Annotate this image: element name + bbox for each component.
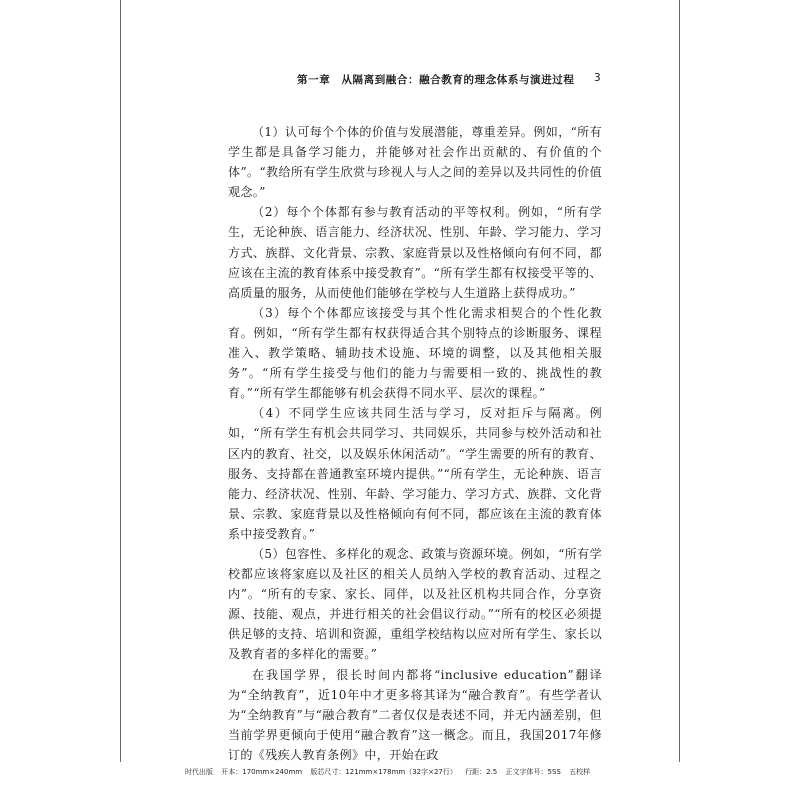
- footer-publisher: 时代出版: [185, 768, 213, 776]
- footer-proof: 五校样: [569, 768, 591, 776]
- paragraph: （5）包容性、多样化的观念、政策与资源环境。例如，“所有学校都应该将家庭以及社区的相关人员纳入学校的教育活动、过程之内”。“所有的专家、家长、同伴，以及社区机构共同合作，分享资源、技能、观点，并进行相关的社会倡议行动。”“所有的校区必须提供足够的支持、培训和资源，重组学校结构以应对所有学生、家长以及教育者的多样化的需要。”: [228, 546, 602, 662]
- footer-line-spacing: 行距：2.5: [465, 768, 498, 776]
- paragraph: （4）不同学生应该共同生活与学习，反对拒斥与隔离。例如，“所有学生有机会共同学习、共同娱乐，共同参与校外活动和社区内的教育、社交，以及娱乐休闲活动”。“学生需要的所有的教育、服务、支持都在普通教室环境内提供。”“所有学生，无论种族、语言能力、经济状况、性别、年龄、学习能力、学习方式、族群、文化背景、宗教、家庭背景以及性格倾向有何不同，都应该在主流的教育体系中接受教育。”: [228, 406, 602, 541]
- footer-block-size: 版芯尺寸：121mm×178mm（32字×27行）: [310, 768, 457, 776]
- paragraph: （3）每个个体都应该接受与其个性化需求相契合的个性化教育。例如，“所有学生都有权获得适合其个别特点的诊断服务、课程准入、教学策略、辅助技术设施、环境的调整，以及其他相关服务”。“所有学生接受与他们的能力与需要相一致的、挑战性的教育。”“所有学生都能够有机会获得不同水平、层次的课程。”: [228, 305, 602, 401]
- paragraph: 在我国学界，很长时间内都将“inclusive education”翻译为“全纳教育”，近10年中才更多将其译为“融合教育”。有些学者认为“全纳教育”与“融合教育”二者仅仅是表述不同，并无内涵差别，但当前学界更倾向于使用“融合教育”这一概念。而且，我国2017年修订的《残疾人教育条例》中，开始在政: [228, 667, 602, 762]
- page-number: 3: [594, 72, 602, 84]
- footer-format: 开本：170mm×240mm: [221, 768, 303, 776]
- footer-font-size: 正文字体号：5SS: [505, 768, 561, 776]
- paragraph: （1）认可每个个体的价值与发展潜能，尊重差异。例如，“所有学生都是具备学习能力，并能够对社会作出贡献的、有价值的个体”。“教给所有学生欣赏与珍视人与人之间的差异以及共同性的价值观念。”: [228, 125, 602, 200]
- paragraph: （2）每个个体都有参与教育活动的平等权利。例如，“所有学生，无论种族、语言能力、经济状况、性别、年龄、学习能力、学习方式、族群、文化背景、宗教、家庭背景以及性格倾向有何不同，都应该在主流的教育体系中接受教育”。“所有学生都有权接受平等的、高质量的服务，从而使他们能够在学校与人生道路上获得成功。”: [228, 205, 602, 300]
- chapter-title: 第一章 从隔离到融合：融合教育的理念体系与演进过程: [297, 74, 575, 86]
- body-text: [228, 122, 602, 765]
- print-spec-footer: [185, 767, 625, 777]
- running-header: [297, 72, 602, 87]
